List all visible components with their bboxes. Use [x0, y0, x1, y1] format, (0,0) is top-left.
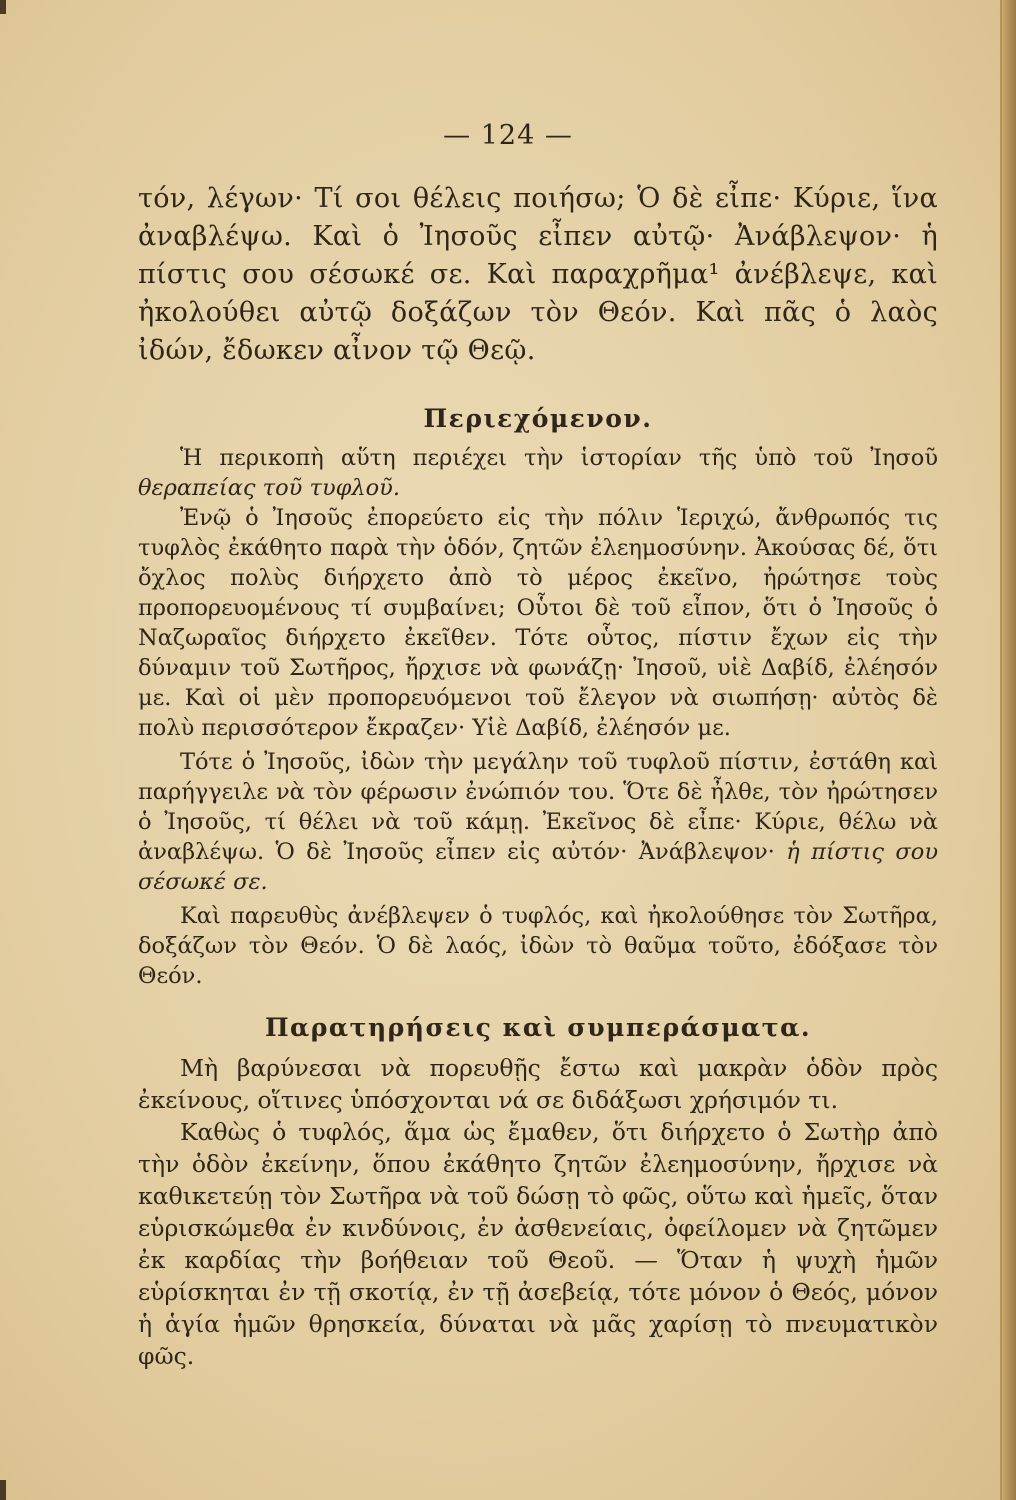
contents-paragraph-2 [138, 747, 938, 897]
contents-paragraph-1: Ἐνῷ ὁ Ἰησοῦς ἐπορεύετο εἰς τὴν πόλιν Ἱεριχώ, ἄνθρωπός τις τυφλὸς ἐκάθητο παρὰ τὴν ὁδόν, ζητῶν ἐλεημοσύνην. Ἀκούσας δέ, ὅτι ὄχλος πολὺς διήρχετο ἀπὸ τὸ μέρος ἐκεῖνο, ἠρώτησε τοὺς προπορευομένους τί συμβαίνει; Οὗτοι δὲ τοῦ εἶπον, ὅτι ὁ Ἰησοῦς ὁ Ναζωραῖος διήρχετο ἐκεῖθεν. Τότε οὗτος, πίστιν ἔχων εἰς τὴν δύναμιν τοῦ Σωτῆρος, ἤρχισε νὰ φωνάζῃ· Ἰησοῦ, υἱὲ Δαβίδ, ἐλέησόν με. Καὶ οἱ μὲν προπορευόμενοι τοῦ ἔλεγον νὰ σιωπήσῃ· αὐτὸς δὲ πολὺ περισσότερον ἔκραζεν· Υἱὲ Δαβίδ, ἐλέησόν με. [138, 505, 938, 741]
intro-paragraph: τόν, λέγων· Τί σοι θέλεις ποιήσω; Ὁ δὲ εἶπε· Κύριε, ἵνα ἀναβλέψω. Καὶ ὁ Ἰησοῦς εἶπεν αὐτῷ· Ἀνάβλεψον· ἡ πίστις σου σέσωκέ σε. Καὶ παραχρῆμα¹ ἀνέβλεψε, καὶ ἠκολούθει αὐτῷ δοξάζων τὸν Θεόν. Καὶ πᾶς ὁ λαὸς ἰδών, ἔδωκεν αἶνον τῷ Θεῷ. [138, 183, 938, 366]
binding-edge [1002, 0, 1016, 1500]
contents-summary-italic: θεραπείας τοῦ τυφλοῦ. [138, 475, 401, 501]
page-number: — 124 — [443, 120, 573, 151]
contents-heading: Περιεχόμενον. [423, 404, 653, 433]
contents-summary [138, 443, 938, 503]
observations-paragraph-1: Μὴ βαρύνεσαι νὰ πορευθῇς ἔστω καὶ μακρὰν ὁδὸν πρὸς ἐκείνους, οἵτινες ὑπόσχονται νά σε διδάξωσι χρήσιμόν τι. [138, 1054, 938, 1114]
observations-heading: Παρατηρήσεις καὶ συμπεράσματα. [264, 1013, 812, 1042]
corner-mark-top [0, 0, 6, 14]
contents-paragraph-3: Καὶ παρευθὺς ἀνέβλεψεν ὁ τυφλός, καὶ ἠκολούθησε τὸν Σωτῆρα, δοξάζων τὸν Θεόν. Ὁ δὲ λαός, ἰδὼν τὸ θαῦμα τοῦτο, ἐδόξασε τὸν Θεόν. [138, 903, 938, 989]
page-content [138, 180, 938, 1372]
contents-paragraph-2-text: Τότε ὁ Ἰησοῦς, ἰδὼν τὴν μεγάλην τοῦ τυφλοῦ πίστιν, ἐστάθη καὶ παρήγγειλε νὰ τὸν φέρωσιν ἐνώπιόν του. Ὅτε δὲ ἦλθε, τὸν ἠρώτησεν ὁ Ἰησοῦς, τί θέλει νὰ τοῦ κάμῃ. Ἐκεῖνος δὲ εἶπε· Κύριε, θέλω νὰ ἀναβλέψω. Ὁ δὲ Ἰησοῦς εἶπεν εἰς αὐτόν· Ἀνάβλεψον· [138, 749, 938, 865]
contents-paragraph-2-italic: ἡ πίστις σου σέσωκέ σε. [138, 839, 939, 895]
corner-mark-bottom [0, 1480, 6, 1500]
observations-paragraph-2: Καθὼς ὁ τυφλός, ἅμα ὡς ἔμαθεν, ὅτι διήρχετο ὁ Σωτὴρ ἀπὸ τὴν ὁδὸν ἐκείνην, ὅπου ἐκάθητο ζητῶν ἐλεημοσύνην, ἤρχισε νὰ καθικετεύῃ τὸν Σωτῆρα νὰ τοῦ δώσῃ τὸ φῶς, οὕτω καὶ ἡμεῖς, ὅταν εὑρισκώμεθα ἐν κινδύνοις, ἐν ἀσθενείαις, ὀφείλομεν νὰ ζητῶμεν ἐκ καρδίας τὴν βοήθειαν τοῦ Θεοῦ. — Ὅταν ἡ ψυχὴ ἡμῶν εὑρίσκηται ἐν τῇ σκοτίᾳ, ἐν τῇ ἀσεβείᾳ, τότε μόνον ὁ Θεός, μόνον ἡ ἁγία ἡμῶν θρησκεία, δύναται νὰ μᾶς χαρίσῃ τὸ πνευματικὸν φῶς. [138, 1118, 938, 1370]
contents-summary-text: Ἡ περικοπὴ αὕτη περιέχει τὴν ἱστορίαν τῆς ὑπὸ τοῦ Ἰησοῦ [180, 445, 938, 471]
